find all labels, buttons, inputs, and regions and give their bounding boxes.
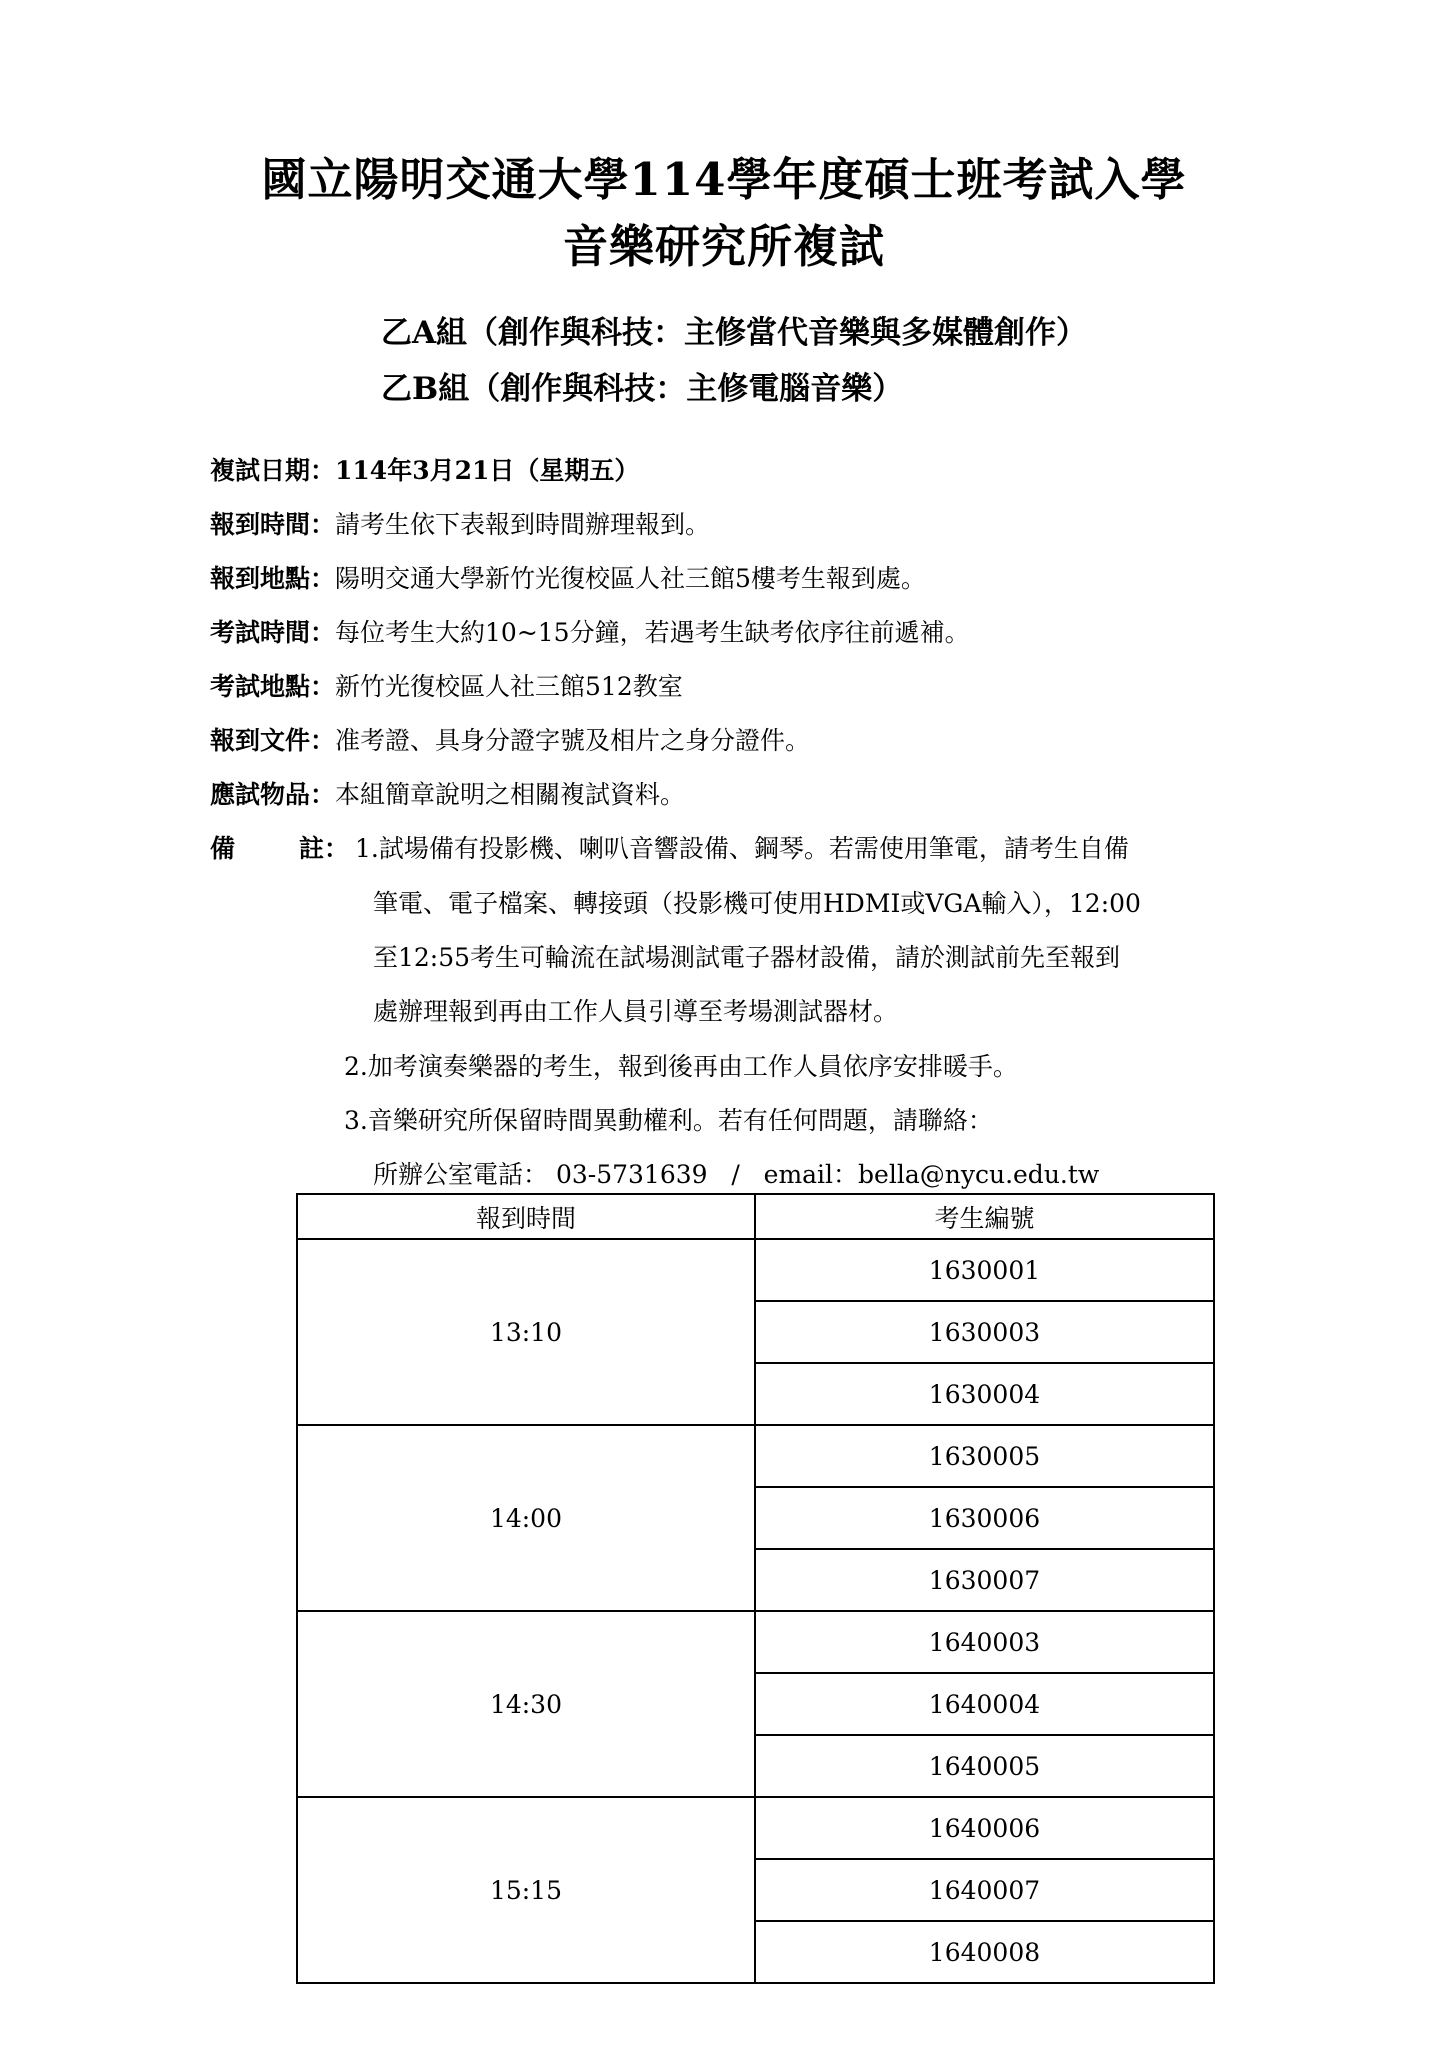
- note-item-1-line-4: 處辦理報到再由工作人員引導至考場測試器材。: [373, 997, 899, 1026]
- notes-label: [210, 836, 355, 861]
- info-label: 報到文件：: [210, 726, 336, 755]
- candidate-id-cell: 1640006: [755, 1797, 1214, 1859]
- table-row: [297, 1425, 1214, 1487]
- info-row-date: [210, 458, 639, 483]
- notes-first-line: [210, 836, 1129, 861]
- info-value: 每位考生大約10~15分鐘，若遇考生缺考依序往前遞補。: [335, 618, 970, 647]
- candidate-id-cell: 1630003: [755, 1301, 1214, 1363]
- info-label: 報到時間：: [210, 510, 336, 539]
- candidate-id-cell: 1630006: [755, 1487, 1214, 1549]
- note-item-1-line-1: 1.試場備有投影機、喇叭音響設備、鋼琴。若需使用筆電，請考生自備: [355, 834, 1129, 863]
- header-checkin-time: 報到時間: [297, 1194, 755, 1239]
- title-line-1: 國立陽明交通大學114學年度碩士班考試入學: [261, 153, 1187, 206]
- notes-label-char-2: 註：: [299, 834, 350, 863]
- info-value: 陽明交通大學新竹光復校區人社三館5樓考生報到處。: [335, 564, 926, 593]
- group-a-heading: 乙A組（創作與科技：主修當代音樂與多媒體創作）: [381, 315, 1088, 351]
- candidate-id-cell: 1630004: [755, 1363, 1214, 1425]
- time-cell: 15:15: [297, 1797, 755, 1983]
- info-row-exam-time: [210, 620, 970, 645]
- info-label: 考試地點：: [210, 672, 336, 701]
- info-row-exam-location: [210, 674, 683, 699]
- info-label: 報到地點：: [210, 564, 336, 593]
- title-line-2: 音樂研究所複試: [562, 220, 885, 273]
- info-value: 新竹光復校區人社三館512教室: [335, 672, 683, 701]
- info-label: 考試時間：: [210, 618, 336, 647]
- candidate-id-cell: 1630005: [755, 1425, 1214, 1487]
- contact-line: 所辦公室電話： 03-5731639 / email：bella@nycu.edu.tw: [373, 1160, 1100, 1189]
- info-value: 准考證、具身分證字號及相片之身分證件。: [335, 726, 811, 755]
- group-b-heading: 乙B組（創作與科技：主修電腦音樂）: [381, 371, 904, 407]
- info-value: 114年3月21日（星期五）: [335, 456, 640, 485]
- note-item-1-line-3: 至12:55考生可輪流在試場測試電子器材設備，請於測試前先至報到: [373, 943, 1121, 972]
- info-label: 應試物品：: [210, 780, 336, 809]
- info-value: 請考生依下表報到時間辦理報到。: [335, 510, 711, 539]
- candidate-id-cell: 1640008: [755, 1921, 1214, 1983]
- table-row: [297, 1611, 1214, 1673]
- candidate-id-cell: 1630001: [755, 1239, 1214, 1301]
- table-row: [297, 1239, 1214, 1301]
- candidate-id-cell: 1640004: [755, 1673, 1214, 1735]
- info-row-materials: [210, 782, 685, 807]
- candidate-id-cell: 1630007: [755, 1549, 1214, 1611]
- table-header-row: [297, 1194, 1214, 1239]
- note-item-3: 3.音樂研究所保留時間異動權利。若有任何問題，請聯絡：: [344, 1106, 993, 1135]
- candidate-id-cell: 1640005: [755, 1735, 1214, 1797]
- info-label: 複試日期：: [210, 456, 336, 485]
- info-row-checkin-time: [210, 512, 710, 537]
- note-item-1-line-2: 筆電、電子檔案、轉接頭（投影機可使用HDMI或VGA輸入），12:00: [373, 889, 1141, 918]
- notes-label-char-1: 備: [210, 834, 236, 863]
- info-row-documents: [210, 728, 810, 753]
- time-cell: 14:00: [297, 1425, 755, 1611]
- info-row-checkin-location: [210, 566, 926, 591]
- header-candidate-id: 考生編號: [755, 1194, 1214, 1239]
- table-row: [297, 1797, 1214, 1859]
- schedule-table: [296, 1193, 1215, 1984]
- info-value: 本組簡章說明之相關複試資料。: [335, 780, 686, 809]
- note-item-2: 2.加考演奏樂器的考生，報到後再由工作人員依序安排暖手。: [344, 1052, 1018, 1081]
- candidate-id-cell: 1640003: [755, 1611, 1214, 1673]
- candidate-id-cell: 1640007: [755, 1859, 1214, 1921]
- time-cell: 14:30: [297, 1611, 755, 1797]
- time-cell: 13:10: [297, 1239, 755, 1425]
